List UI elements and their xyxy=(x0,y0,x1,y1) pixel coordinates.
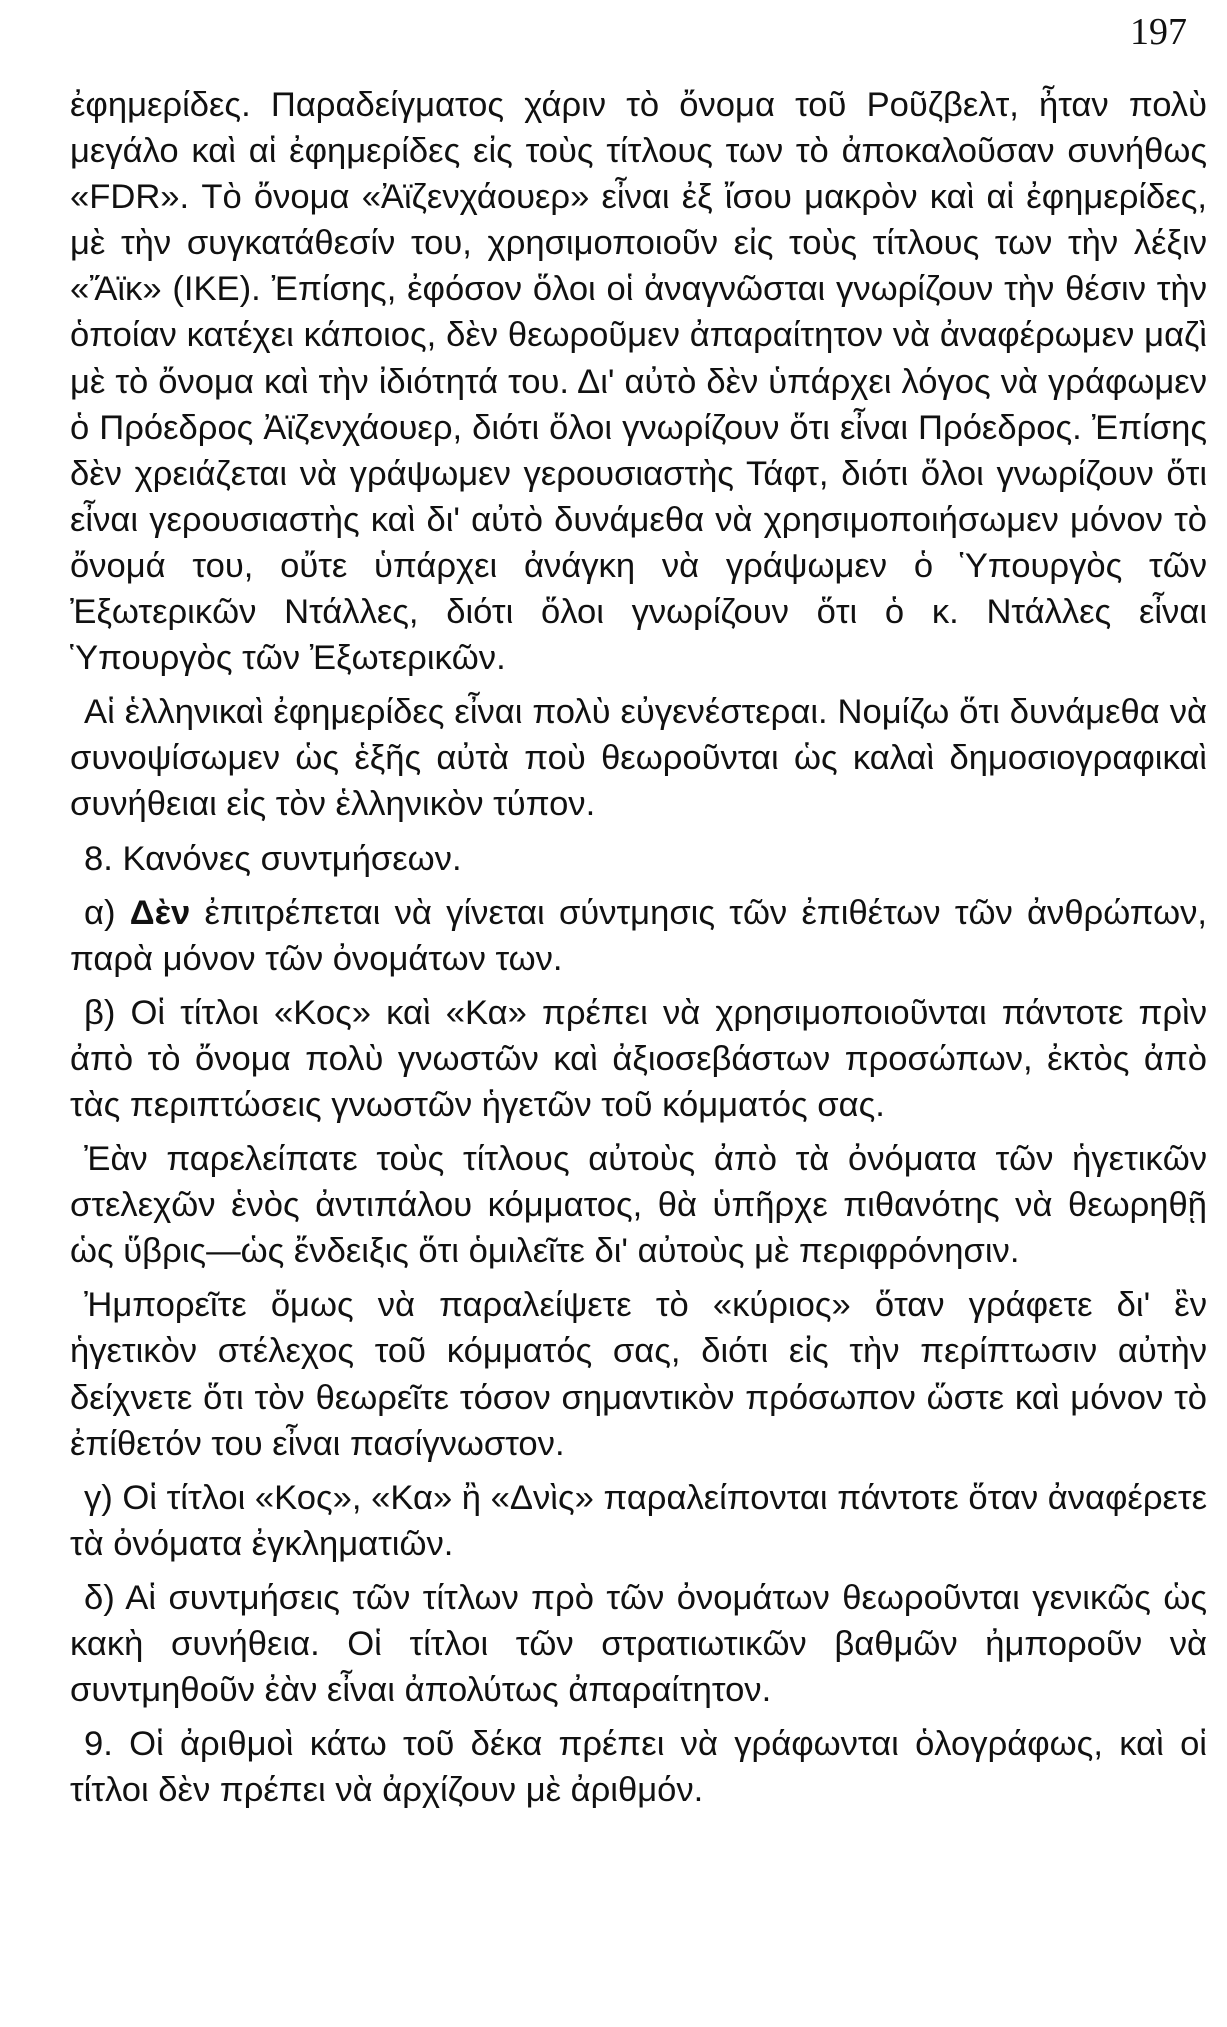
page-number: 197 xyxy=(1130,11,1187,53)
rule-b: β) Οἱ τίτλοι «Κος» καὶ «Κα» πρέπει νὰ χρησιμοποιοῦνται πάντοτε πρὶν ἀπὸ τὸ ὄνομα πολὺ γνωστῶν καὶ ἀξιοσεβάστων προσώπων, ἐκτὸς ἀπὸ τὰς περιπτώσεις γνωστῶν ἡγετῶν τοῦ κόμματός σας. xyxy=(70,993,1207,1124)
rule-c: γ) Οἱ τίτλοι «Κος», «Κα» ἢ «Δνὶς» παραλείπονται πάντοτε ὅταν ἀναφέρετε τὰ ὀνόματα ἐγκληματιῶν. xyxy=(70,1478,1207,1563)
rule-d: δ) Αἱ συντμήσεις τῶν τίτλων πρὸ τῶν ὀνομάτων θεωροῦνται γενικῶς ὡς κακὴ συνήθεια. Οἱ τίτλοι τῶν στρατιωτικῶν βαθμῶν ἠμποροῦν νὰ συντμηθοῦν ἐὰν εἶναι ἀπολύτως ἀπαραίτητον. xyxy=(70,1578,1207,1710)
text-body xyxy=(70,82,1207,1813)
section-numbers-rule: 9. Οἱ ἀριθμοὶ κάτω τοῦ δέκα πρέπει νὰ γράφωνται ὁλογράφως, καὶ οἱ τίτλοι δὲν πρέπει νὰ ἀρχίζουν μὲ ἀριθμόν. xyxy=(70,1725,1207,1810)
rule-a-text: ἐπιτρέπεται νὰ γίνεται σύντμησις τῶν ἐπιθέτων τῶν ἀνθρώπων, παρὰ μόνον τῶν ὀνομάτων των. xyxy=(70,893,1207,978)
paragraph-greek-newspapers: Αἱ ἑλληνικαὶ ἐφημερίδες εἶναι πολὺ εὐγενέστεραι. Νομίζω ὅτι δυνάμεθα νὰ συνοψίσωμεν ὡς ἑξῆς αὐτὰ ποὺ θεωροῦνται ὡς καλαὶ δημοσιογραφικαὶ συνήθειαι εἰς τὸν ἑλληνικὸν τύπον. xyxy=(70,693,1207,824)
paragraph-newspaper-names: ἐφημερίδες. Παραδείγματος χάριν τὸ ὄνομα τοῦ Ρoῦζβελτ, ἦταν πολὺ μεγάλο καὶ αἱ ἐφημερίδες εἰς τοὺς τίτλους των τὸ ἀποκαλοῦσαν συνήθως «FDR». Τὸ ὄνομα «Ἀϊζενχάουερ» εἶναι ἐξ ἴσου μακρὸν καὶ αἱ ἐφημερίδες, μὲ τὴν συγκατάθεσίν του, χρησιμοποιοῦν εἰς τοὺς τίτλους των τὴν λέξιν «Ἄϊκ» (ΙΚΕ). Ἐπίσης, ἐφόσον ὅλοι οἱ ἀναγνῶσται γνωρίζουν τὴν θέσιν τὴν ὁποίαν κατέχει κάποιος, δὲν θεωροῦμεν ἀπαραίτητον νὰ ἀναφέρωμεν μαζὶ μὲ τὸ ὄνομα καὶ τὴν ἰδιότητά του. Δι' αὐτὸ δὲν ὑπάρχει λόγος νὰ γράφωμεν ὁ Πρόεδρος Ἀϊζενχάουερ, διότι ὅλοι γνωρίζουν ὅτι εἶναι Πρόεδρος. Ἐπίσης δὲν χρειάζεται νὰ γράψωμεν γερουσιαστὴς Τάφτ, διότι ὅλοι γνωρίζουν ὅτι εἶναι γερουσιαστὴς καὶ δι' αὐτὸ δυνάμεθα νὰ χρησιμοποιήσωμεν μόνον τὸ ὄνομά του, οὔτε ὑπάρχει ἀνάγκη νὰ γράψωμεν ὁ Ὑπουργὸς τῶν Ἐξωτερικῶν Ντάλλες, διότι ὅλοι γνωρίζουν ὅτι ὁ κ. Ντάλλες εἶναι Ὑπουργὸς τῶν Ἐξωτερικῶν. xyxy=(70,86,1207,678)
rule-a xyxy=(70,890,1207,982)
paragraph-omitting-mister: Ἠμπορεῖτε ὅμως νὰ παραλείψετε τὸ «κύριος» ὅταν γράφετε δι' ἓν ἡγετικὸν στέλεχος τοῦ κόμματός σας, διότι εἰς τὴν περίπτωσιν αὐτὴν δείχνετε ὅτι τὸν θεωρεῖτε τόσον σημαντικὸν πρόσωπον ὥστε καὶ μόνον τὸ ἐπίθετόν του εἶναι πασίγνωστον. xyxy=(70,1286,1207,1463)
section-heading-abbreviation-rules: 8. Κανόνες συντμήσεων. xyxy=(84,839,462,878)
rule-a-emphasis: Δὲν xyxy=(129,893,191,932)
rule-a-prefix: α) xyxy=(84,893,130,932)
paragraph-omitting-titles: Ἐὰν παρελείπατε τοὺς τίτλους αὐτοὺς ἀπὸ τὰ ὀνόματα τῶν ἡγετικῶν στελεχῶν ἑνὸς ἀντιπάλου κόμματος, θὰ ὑπῆρχε πιθανότης νὰ θεωρηθῇ ὡς ὕβρις—ὡς ἔνδειξις ὅτι ὁμιλεῖτε δι' αὐτοὺς μὲ περιφρόνησιν. xyxy=(70,1140,1207,1271)
